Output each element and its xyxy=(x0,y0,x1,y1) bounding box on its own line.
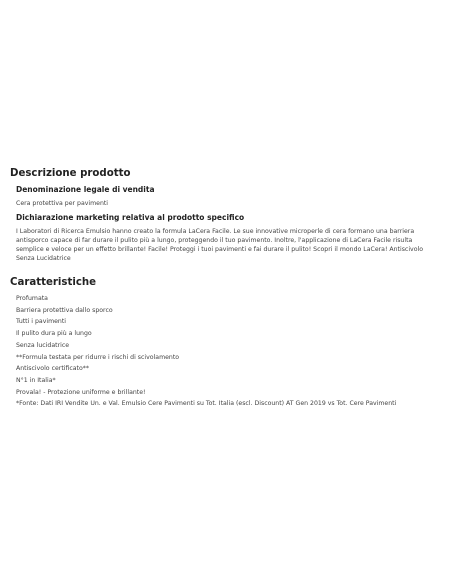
list-item: *Fonte: Dati IRI Vendite Un. e Val. Emulsio Cere Pavimenti su Tot. Italia (escl. Discount) AT Gen 2019 vs Tot. Cere Pavimenti xyxy=(16,400,397,408)
list-item: Barriera protettiva dallo sporco xyxy=(16,306,113,314)
features-title: Caratteristiche xyxy=(10,277,97,288)
product-details xyxy=(10,168,440,410)
marketing-text: I Laboratori di Ricerca Emulsio hanno creato la formula LaCera Facile. Le sue innovative microperle di cera formano una barriera antisporco capace di far durare il pulito più a lungo, proteggendo il tuo pavimento. Inoltre, l'applicazione di LaCera Facile risulta semplice e veloce per un effetto brillante! Facile! Proteggi i tuoi pavimenti e fai durare il pulito! Scopri il mondo LaCera! Antiscivolo Senza Lucidatrice xyxy=(16,228,424,262)
list-item: Provala! - Protezione uniforme e brillante! xyxy=(16,388,146,396)
description-title: Descrizione prodotto xyxy=(10,168,131,179)
list-item: Senza lucidatrice xyxy=(16,341,70,349)
features-list xyxy=(16,293,440,410)
legal-name-label: Denominazione legale di vendita xyxy=(16,185,155,194)
list-item: Profumata xyxy=(16,295,48,302)
list-item: **Formula testata per ridurre i rischi di scivolamento xyxy=(16,353,180,361)
list-item: Tutti i pavimenti xyxy=(16,318,66,326)
marketing-label: Dichiarazione marketing relativa al prodotto specifico xyxy=(16,213,245,222)
list-item: Antiscivolo certificato** xyxy=(16,365,89,373)
list-item: Il pulito dura più a lungo xyxy=(16,330,92,338)
legal-name-value: Cera protettiva per pavimenti xyxy=(16,200,109,207)
list-item: N°1 in Italia* xyxy=(16,376,56,384)
